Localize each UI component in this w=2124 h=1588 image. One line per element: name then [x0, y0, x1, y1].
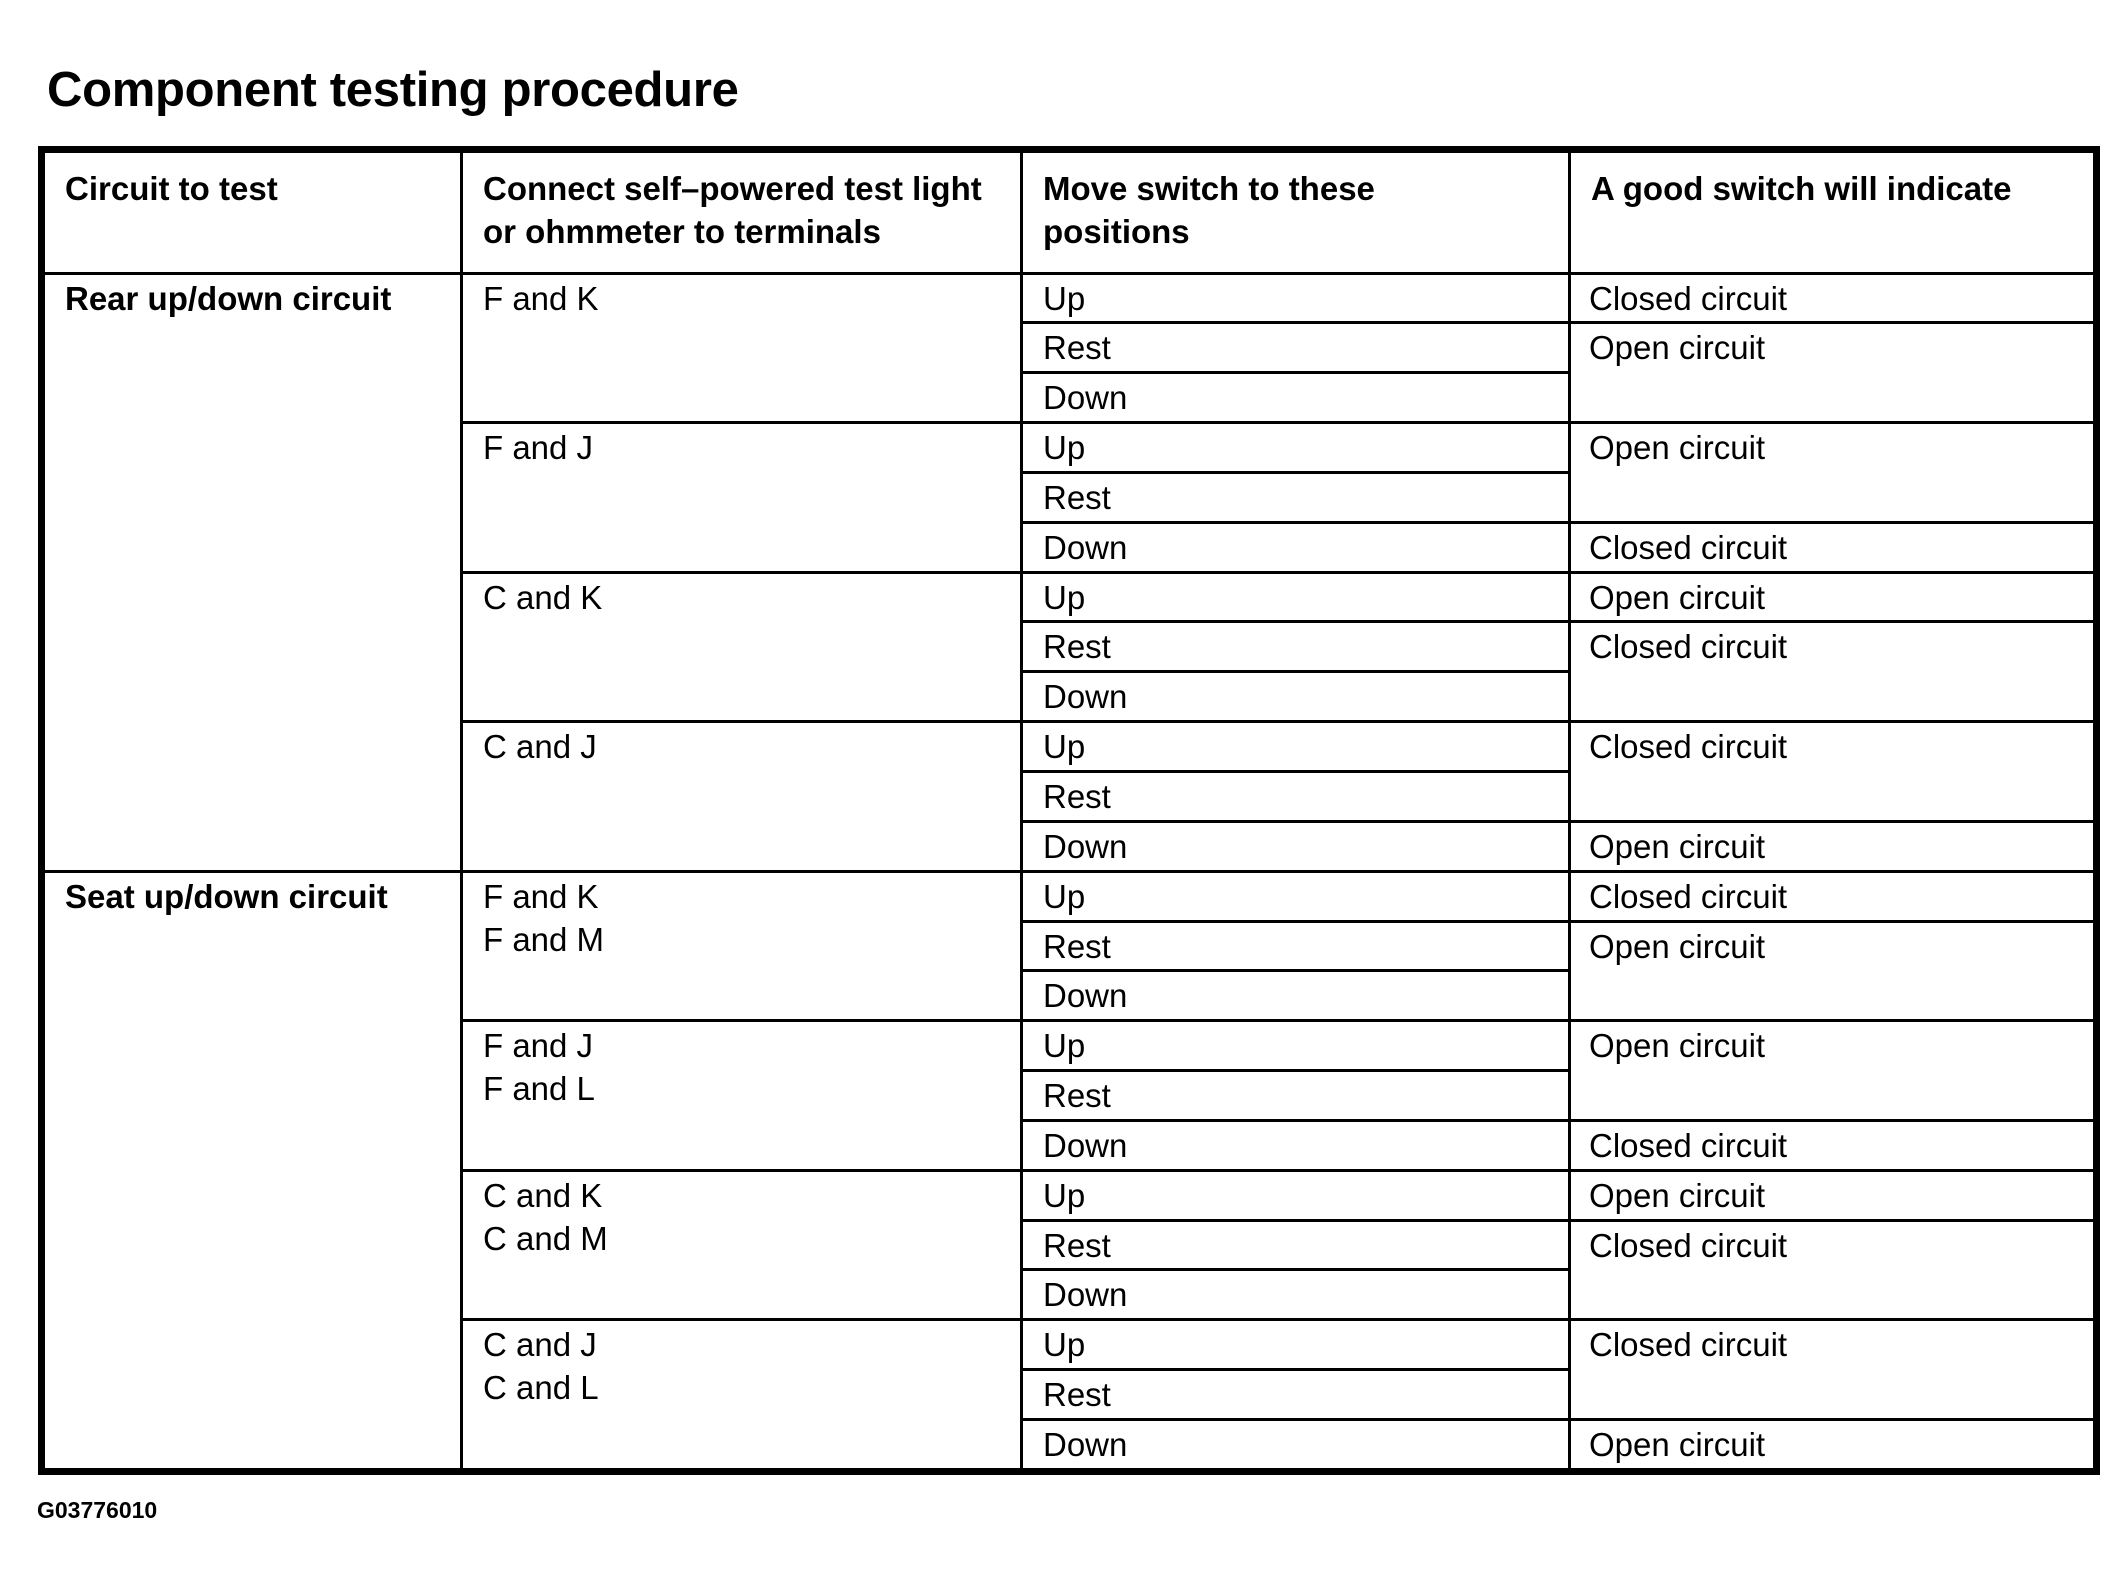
- position-cell: Down: [1022, 1270, 1570, 1320]
- position-cell: Up: [1022, 722, 1570, 772]
- result-cell: Closed circuit: [1570, 1220, 2097, 1320]
- position-cell: Up: [1022, 871, 1570, 921]
- terminals-cell: C and K C and M: [462, 1170, 1022, 1320]
- position-cell: Up: [1022, 423, 1570, 473]
- terminals-cell: C and K: [462, 572, 1022, 722]
- result-cell: Open circuit: [1570, 1170, 2097, 1220]
- position-cell: Rest: [1022, 622, 1570, 672]
- result-cell: Closed circuit: [1570, 522, 2097, 572]
- terminals-cell: C and J: [462, 722, 1022, 872]
- position-cell: Down: [1022, 821, 1570, 871]
- position-cell: Up: [1022, 1021, 1570, 1071]
- position-cell: Up: [1022, 1320, 1570, 1370]
- component-test-table: [38, 146, 2100, 1475]
- table-row: [42, 273, 2097, 323]
- position-cell: Down: [1022, 971, 1570, 1021]
- position-cell: Down: [1022, 373, 1570, 423]
- page-title: Component testing procedure: [47, 63, 739, 117]
- result-cell: Closed circuit: [1570, 871, 2097, 921]
- header-positions: Move switch to these positions: [1022, 150, 1570, 274]
- result-cell: Open circuit: [1570, 423, 2097, 523]
- header-terminals: Connect self–powered test light or ohmmeter to terminals: [462, 150, 1022, 274]
- result-cell: Closed circuit: [1570, 622, 2097, 722]
- terminals-cell: F and J: [462, 423, 1022, 573]
- position-cell: Rest: [1022, 323, 1570, 373]
- result-cell: Open circuit: [1570, 1419, 2097, 1471]
- position-cell: Down: [1022, 522, 1570, 572]
- result-cell: Closed circuit: [1570, 1120, 2097, 1170]
- terminals-cell: F and K: [462, 273, 1022, 423]
- terminals-cell: C and J C and L: [462, 1320, 1022, 1472]
- table-header-row: [42, 150, 2097, 274]
- result-cell: Open circuit: [1570, 1021, 2097, 1121]
- circuit-cell: Seat up/down circuit: [42, 871, 462, 1471]
- terminals-cell: F and K F and M: [462, 871, 1022, 1021]
- table-row: [42, 871, 2097, 921]
- position-cell: Up: [1022, 572, 1570, 622]
- result-cell: Closed circuit: [1570, 722, 2097, 822]
- circuit-cell: Rear up/down circuit: [42, 273, 462, 871]
- position-cell: Down: [1022, 1419, 1570, 1471]
- position-cell: Up: [1022, 273, 1570, 323]
- terminals-cell: F and J F and L: [462, 1021, 1022, 1171]
- result-cell: Open circuit: [1570, 323, 2097, 423]
- position-cell: Down: [1022, 672, 1570, 722]
- position-cell: Rest: [1022, 1071, 1570, 1121]
- result-cell: Open circuit: [1570, 921, 2097, 1021]
- position-cell: Down: [1022, 1120, 1570, 1170]
- result-cell: Closed circuit: [1570, 1320, 2097, 1420]
- position-cell: Rest: [1022, 772, 1570, 822]
- position-cell: Rest: [1022, 921, 1570, 971]
- header-circuit: Circuit to test: [42, 150, 462, 274]
- position-cell: Up: [1022, 1170, 1570, 1220]
- result-cell: Open circuit: [1570, 821, 2097, 871]
- result-cell: Open circuit: [1570, 572, 2097, 622]
- header-indicate: A good switch will indicate: [1570, 150, 2097, 274]
- position-cell: Rest: [1022, 1370, 1570, 1420]
- position-cell: Rest: [1022, 1220, 1570, 1270]
- position-cell: Rest: [1022, 472, 1570, 522]
- result-cell: Closed circuit: [1570, 273, 2097, 323]
- figure-id: G03776010: [37, 1497, 158, 1523]
